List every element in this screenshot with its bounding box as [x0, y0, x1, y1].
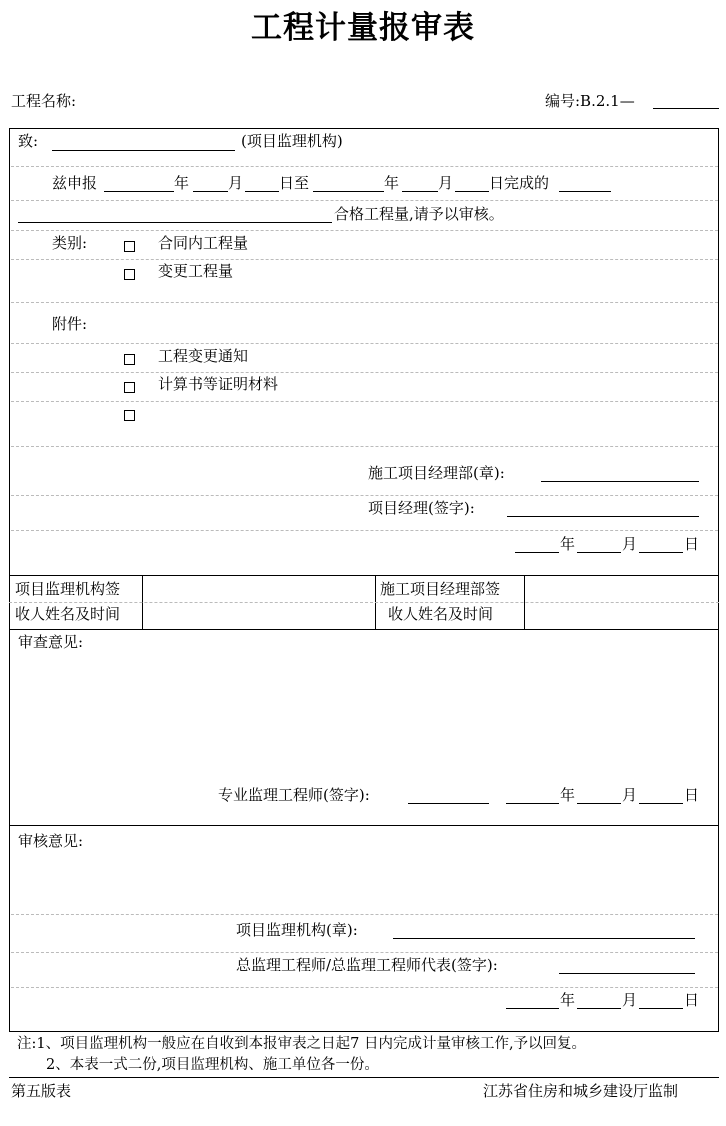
edition-label: 第五版表	[11, 1082, 72, 1100]
day-label: 日	[684, 786, 700, 804]
month-label: 月	[622, 991, 638, 1009]
audit-label: 审核意见:	[18, 832, 84, 850]
row-divider	[11, 495, 718, 496]
row-divider	[11, 987, 718, 988]
date-month-field[interactable]	[577, 552, 621, 553]
attachment-checkbox-other[interactable]	[124, 406, 135, 425]
section-border	[9, 629, 719, 630]
start-year-field[interactable]	[104, 191, 174, 192]
month-label: 月	[438, 174, 454, 192]
submit-prefix: 兹申报	[52, 174, 98, 192]
review-label: 审查意见:	[18, 633, 84, 651]
attachment-checkbox-change-notice[interactable]	[124, 350, 135, 369]
start-day-field[interactable]	[245, 191, 279, 192]
attachment-label: 附件:	[52, 315, 88, 333]
qualified-text: 合格工程量,请予以审核。	[334, 205, 504, 223]
date-year-field[interactable]	[515, 552, 559, 553]
row-divider	[11, 200, 718, 201]
year-label: 年	[174, 174, 190, 192]
note-2: 2、本表一式二份,项目监理机构、施工单位各一份。	[46, 1057, 379, 1073]
contractor-dept-label: 施工项目经理部(章):	[368, 464, 505, 482]
row-divider	[11, 343, 718, 344]
table-bottom-border	[9, 1031, 719, 1032]
date-day-field[interactable]	[639, 552, 683, 553]
footer-divider	[9, 1077, 719, 1078]
completed-word: 日完成的	[489, 174, 550, 192]
table-right-border	[718, 128, 719, 1031]
engineer-sign-label: 专业监理工程师(签字):	[218, 786, 370, 804]
table-left-border	[9, 128, 10, 1031]
end-year-field[interactable]	[313, 191, 384, 192]
attachment-change-notice-label: 工程变更通知	[158, 347, 249, 365]
chief-sign-label: 总监理工程师/总监理工程师代表(签字):	[236, 956, 498, 974]
attachment-checkbox-calculation[interactable]	[124, 378, 135, 397]
month-label: 月	[622, 535, 638, 553]
row-divider	[11, 446, 718, 447]
section-border	[9, 825, 719, 826]
row-divider	[11, 914, 718, 915]
review-opinion-area[interactable]	[18, 655, 708, 775]
row-divider	[11, 372, 718, 373]
day-label: 日	[684, 535, 700, 553]
form-number-field[interactable]	[653, 108, 719, 109]
to-label: 致:	[18, 132, 39, 150]
audit-day-field[interactable]	[639, 1008, 683, 1009]
category-contract-label: 合同内工程量	[158, 234, 249, 252]
note-1: 注:1、项目监理机构一般应在自收到本报审表之日起7 日内完成计量审核工作,予以回复。	[17, 1036, 587, 1052]
review-year-field[interactable]	[506, 803, 559, 804]
row-divider	[11, 230, 718, 231]
year-label: 年	[384, 174, 400, 192]
row-divider	[9, 602, 719, 603]
year-label: 年	[560, 991, 576, 1009]
engineer-sign-field[interactable]	[408, 803, 489, 804]
row-divider	[11, 530, 718, 531]
audit-opinion-area[interactable]	[18, 854, 708, 914]
page-title: 工程计量报审表	[251, 10, 475, 46]
row-divider	[11, 952, 718, 953]
pm-sign-label: 项目经理(签字):	[368, 499, 475, 517]
form-number-label: 编号:B.2.1—	[545, 92, 635, 110]
audit-month-field[interactable]	[577, 1008, 621, 1009]
row-divider	[11, 259, 718, 260]
year-label: 年	[560, 786, 576, 804]
work-description-field-2[interactable]	[18, 222, 332, 223]
supervisor-org-field[interactable]	[52, 150, 235, 151]
row-divider	[11, 302, 718, 303]
category-checkbox-contract[interactable]	[124, 237, 135, 256]
category-change-label: 变更工程量	[158, 262, 234, 280]
day-label: 日	[684, 991, 700, 1009]
pm-sign-field[interactable]	[507, 516, 699, 517]
supervisor-receipt-label-2: 收人姓名及时间	[15, 605, 121, 623]
to-word: 日至	[279, 174, 310, 192]
category-checkbox-change[interactable]	[124, 265, 135, 284]
supervisor-receipt-label-1: 项目监理机构签	[15, 580, 121, 598]
month-label: 月	[228, 174, 244, 192]
audit-year-field[interactable]	[506, 1008, 559, 1009]
work-description-field[interactable]	[559, 191, 611, 192]
table-top-border	[9, 128, 719, 129]
org-seal-field[interactable]	[393, 938, 695, 939]
chief-sign-field[interactable]	[559, 973, 695, 974]
review-month-field[interactable]	[577, 803, 621, 804]
month-label: 月	[622, 786, 638, 804]
year-label: 年	[560, 535, 576, 553]
attachment-calculation-label: 计算书等证明材料	[158, 375, 279, 393]
contractor-dept-seal-field[interactable]	[541, 481, 699, 482]
end-day-field[interactable]	[455, 191, 489, 192]
start-month-field[interactable]	[193, 191, 228, 192]
org-seal-label: 项目监理机构(章):	[236, 921, 358, 939]
row-divider	[11, 166, 718, 167]
project-name-label: 工程名称:	[11, 92, 77, 110]
row-divider	[11, 401, 718, 402]
authority-label: 江苏省住房和城乡建设厅监制	[483, 1082, 679, 1100]
contractor-receipt-label-2: 收人姓名及时间	[388, 605, 494, 623]
end-month-field[interactable]	[402, 191, 438, 192]
category-label: 类别:	[52, 234, 88, 252]
review-day-field[interactable]	[639, 803, 683, 804]
to-suffix: (项目监理机构)	[241, 132, 343, 150]
contractor-receipt-label-1: 施工项目经理部签	[380, 580, 501, 598]
